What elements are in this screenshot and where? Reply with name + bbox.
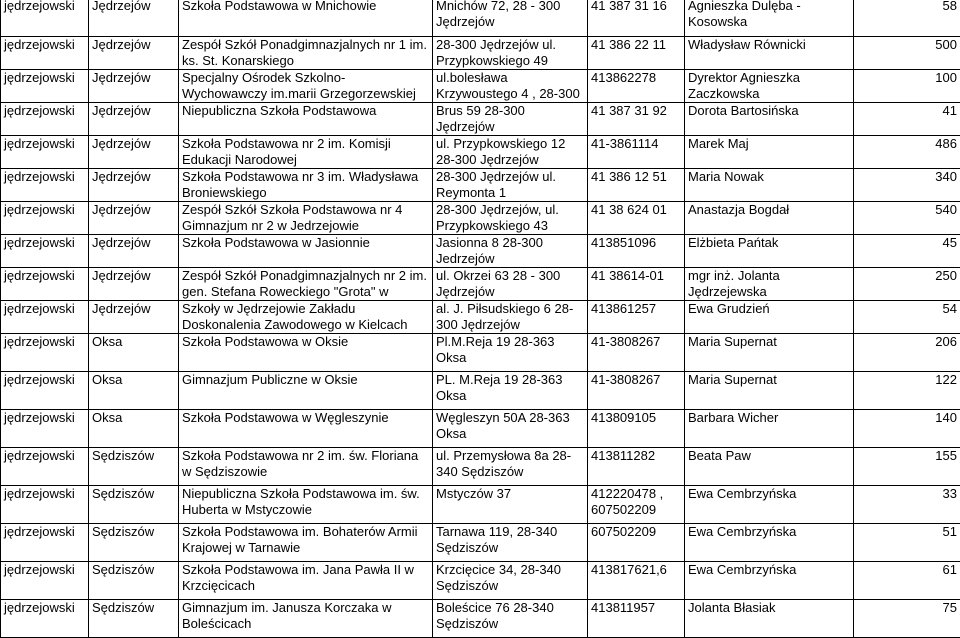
cell-adres[interactable]: ul.bolesława Krzywoustego 4 , 28-300 [433,70,588,103]
cell-liczba[interactable]: 140 [854,410,960,448]
cell-liczba[interactable]: 41 [854,103,960,136]
table-row [1,372,960,410]
cell-liczba[interactable]: 540 [854,202,960,235]
cell-liczba[interactable]: 51 [854,524,960,562]
cell-adres[interactable]: ul. Przypkowskiego 12 28-300 Jędrzejów [433,136,588,169]
table-row [1,334,960,372]
cell-nazwa[interactable]: Szkoła Podstawowa im. Jana Pawła II w Krzcięcicach [179,562,433,600]
cell-powiat[interactable]: jędrzejowski [1,169,89,202]
cell-nazwa[interactable]: Zespół Szkół Ponadgimnazjalnych nr 2 im. gen. Stefana Roweckiego "Grota" w [179,268,433,301]
cell-powiat[interactable]: jędrzejowski [1,448,89,486]
cell-powiat[interactable]: jędrzejowski [1,562,89,600]
table-row [1,268,960,301]
cell-liczba[interactable]: 250 [854,268,960,301]
cell-adres[interactable]: ul. Przemysłowa 8a 28-340 Sędziszów [433,448,588,486]
cell-liczba[interactable]: 340 [854,169,960,202]
cell-adres[interactable]: Jasionna 8 28-300 Jedrzejów [433,235,588,268]
cell-gmina[interactable]: Jędrzejów [89,301,179,334]
cell-gmina[interactable]: Oksa [89,334,179,372]
cell-powiat[interactable]: jędrzejowski [1,70,89,103]
cell-dyrektor[interactable]: Marek Maj [685,136,854,169]
cell-powiat[interactable]: jędrzejowski [1,410,89,448]
cell-nazwa[interactable]: Zespół Szkół Ponadgimnazjalnych nr 1 im. ks. St. Konarskiego [179,37,433,70]
cell-liczba[interactable]: 75 [854,600,960,638]
cell-adres[interactable]: Pl.M.Reja 19 28-363 Oksa [433,334,588,372]
cell-gmina[interactable]: Sędziszów [89,562,179,600]
cell-powiat[interactable]: jędrzejowski [1,235,89,268]
cell-telefon[interactable]: 412220478 , 607502209 [588,486,685,524]
table-row [1,448,960,486]
cell-liczba[interactable]: 33 [854,486,960,524]
cell-dyrektor[interactable]: Maria Supernat [685,334,854,372]
cell-adres[interactable]: Tarnawa 119, 28-340 Sędziszów [433,524,588,562]
cell-telefon[interactable]: 413851096 [588,235,685,268]
table-row [1,169,960,202]
cell-telefon[interactable]: 413817621,6 [588,562,685,600]
cell-nazwa[interactable]: Szkoła Podstawowa w Jasionnie [179,235,433,268]
cell-liczba[interactable]: 500 [854,37,960,70]
cell-dyrektor[interactable]: Jolanta Błasiak [685,600,854,638]
table-row [1,235,960,268]
cell-liczba[interactable]: 486 [854,136,960,169]
cell-liczba[interactable]: 206 [854,334,960,372]
cell-nazwa[interactable]: Niepubliczna Szkoła Podstawowa [179,103,433,136]
cell-dyrektor[interactable]: Władysław Równicki [685,37,854,70]
cell-adres[interactable]: Mstyczów 37 [433,486,588,524]
cell-telefon[interactable]: 413862278 [588,70,685,103]
cell-telefon[interactable]: 413811282 [588,448,685,486]
cell-telefon[interactable]: 41 386 22 11 [588,37,685,70]
cell-adres[interactable]: 28-300 Jędrzejów, ul. Przypkowskiego 43 [433,202,588,235]
cell-adres[interactable]: 28-300 Jędrzejów ul. Przypkowskiego 49 [433,37,588,70]
cell-nazwa[interactable]: Szkoły w Jędrzejowie Zakładu Doskonalenia Zawodowego w Kielcach [179,301,433,334]
cell-powiat[interactable]: jędrzejowski [1,37,89,70]
table-row [1,103,960,136]
cell-nazwa[interactable]: Szkoła Podstawowa nr 2 im. św. Floriana w Sędziszowie [179,448,433,486]
cell-adres[interactable]: Krzcięcice 34, 28-340 Sędziszów [433,562,588,600]
cell-dyrektor[interactable]: Barbara Wicher [685,410,854,448]
cell-liczba[interactable]: 54 [854,301,960,334]
cell-dyrektor[interactable]: Anastazja Bogdał [685,202,854,235]
cell-telefon[interactable]: 41 38614-01 [588,268,685,301]
cell-dyrektor[interactable]: Maria Supernat [685,372,854,410]
cell-gmina[interactable]: Jędrzejów [89,202,179,235]
cell-telefon[interactable]: 41 387 31 16 [588,0,685,37]
cell-telefon[interactable]: 413811957 [588,600,685,638]
cell-gmina[interactable]: Jędrzejów [89,136,179,169]
cell-nazwa[interactable]: Niepubliczna Szkoła Podstawowa im. św. Huberta w Mstyczowie [179,486,433,524]
table-row [1,202,960,235]
cell-telefon[interactable]: 41-3808267 [588,372,685,410]
cell-nazwa[interactable]: Specjalny Ośrodek Szkolno-Wychowawczy im.marii Grzegorzewskiej [179,70,433,103]
cell-gmina[interactable]: Jędrzejów [89,37,179,70]
cell-powiat[interactable]: jędrzejowski [1,372,89,410]
cell-powiat[interactable]: jędrzejowski [1,0,89,37]
cell-gmina[interactable]: Jędrzejów [89,268,179,301]
cell-liczba[interactable]: 61 [854,562,960,600]
cell-powiat[interactable]: jędrzejowski [1,136,89,169]
cell-nazwa[interactable]: Gimnazjum im. Janusza Korczaka w Boleścicach [179,600,433,638]
table-body [1,0,960,638]
cell-dyrektor[interactable]: Beata Paw [685,448,854,486]
table-row [1,0,960,37]
cell-adres[interactable]: ul. Okrzei 63 28 - 300 Jędrzejów [433,268,588,301]
cell-telefon[interactable]: 413809105 [588,410,685,448]
cell-dyrektor[interactable]: Dyrektor Agnieszka Zaczkowska [685,70,854,103]
cell-gmina[interactable]: Jędrzejów [89,0,179,37]
cell-nazwa[interactable]: Zespół Szkół Szkoła Podstawowa nr 4 Gimnazjum nr 2 w Jedrzejowie [179,202,433,235]
cell-gmina[interactable]: Oksa [89,372,179,410]
cell-dyrektor[interactable]: Maria Nowak [685,169,854,202]
cell-nazwa[interactable]: Gimnazjum Publiczne w Oksie [179,372,433,410]
cell-adres[interactable]: PL. M.Reja 19 28-363 Oksa [433,372,588,410]
cell-powiat[interactable]: jędrzejowski [1,268,89,301]
cell-dyrektor[interactable]: Ewa Cembrzyńska [685,486,854,524]
cell-adres[interactable]: 28-300 Jędrzejów ul. Reymonta 1 [433,169,588,202]
cell-powiat[interactable]: jędrzejowski [1,486,89,524]
cell-adres[interactable]: Mnichów 72, 28 - 300 Jędrzejów [433,0,588,37]
cell-nazwa[interactable]: Szkoła Podstawowa nr 2 im. Komisji Edukacji Narodowej [179,136,433,169]
cell-telefon[interactable]: 607502209 [588,524,685,562]
cell-gmina[interactable]: Sędziszów [89,448,179,486]
cell-liczba[interactable]: 58 [854,0,960,37]
cell-adres[interactable]: Boleścice 76 28-340 Sędziszów [433,600,588,638]
cell-gmina[interactable]: Sędziszów [89,524,179,562]
cell-gmina[interactable]: Sędziszów [89,486,179,524]
cell-powiat[interactable]: jędrzejowski [1,600,89,638]
cell-telefon[interactable]: 413861257 [588,301,685,334]
cell-gmina[interactable]: Jędrzejów [89,169,179,202]
cell-dyrektor[interactable]: Ewa Cembrzyńska [685,562,854,600]
cell-powiat[interactable]: jędrzejowski [1,524,89,562]
cell-gmina[interactable]: Jędrzejów [89,235,179,268]
table-row [1,301,960,334]
cell-nazwa[interactable]: Szkoła Podstawowa w Węgleszynie [179,410,433,448]
cell-dyrektor[interactable]: Ewa Cembrzyńska [685,524,854,562]
cell-dyrektor[interactable]: Dorota Bartosińska [685,103,854,136]
cell-dyrektor[interactable]: Elżbieta Pańtak [685,235,854,268]
table-row [1,37,960,70]
cell-telefon[interactable]: 41 386 12 51 [588,169,685,202]
cell-powiat[interactable]: jędrzejowski [1,103,89,136]
cell-adres[interactable]: al. J. Piłsudskiego 6 28-300 Jędrzejów [433,301,588,334]
cell-nazwa[interactable]: Szkoła Podstawowa w Mnichowie [179,0,433,37]
cell-dyrektor[interactable]: Ewa Grudzień [685,301,854,334]
table-row [1,486,960,524]
cell-nazwa[interactable]: Szkoła Podstawowa nr 3 im. Władysława Broniewskiego [179,169,433,202]
table-row [1,136,960,169]
cell-telefon[interactable]: 41 38 624 01 [588,202,685,235]
cell-dyrektor[interactable]: mgr inż. Jolanta Jędrzejewska [685,268,854,301]
cell-telefon[interactable]: 41 387 31 92 [588,103,685,136]
cell-powiat[interactable]: jędrzejowski [1,202,89,235]
table-row [1,600,960,638]
cell-adres[interactable]: Węgleszyn 50A 28-363 Oksa [433,410,588,448]
cell-telefon[interactable]: 41-3861114 [588,136,685,169]
cell-powiat[interactable]: jędrzejowski [1,334,89,372]
table-row [1,70,960,103]
cell-adres[interactable]: Brus 59 28-300 Jędrzejów [433,103,588,136]
table-row [1,562,960,600]
cell-liczba[interactable]: 45 [854,235,960,268]
cell-nazwa[interactable]: Szkoła Podstawowa im. Bohaterów Armii Krajowej w Tarnawie [179,524,433,562]
table-row [1,524,960,562]
cell-gmina[interactable]: Jędrzejów [89,70,179,103]
table-row [1,410,960,448]
cell-gmina[interactable]: Oksa [89,410,179,448]
cell-liczba[interactable]: 122 [854,372,960,410]
cell-dyrektor[interactable]: Agnieszka Dulęba - Kosowska [685,0,854,37]
cell-liczba[interactable]: 100 [854,70,960,103]
cell-telefon[interactable]: 41-3808267 [588,334,685,372]
cell-powiat[interactable]: jędrzejowski [1,301,89,334]
cell-gmina[interactable]: Sędziszów [89,600,179,638]
cell-liczba[interactable]: 155 [854,448,960,486]
cell-gmina[interactable]: Jędrzejów [89,103,179,136]
cell-nazwa[interactable]: Szkoła Podstawowa w Oksie [179,334,433,372]
